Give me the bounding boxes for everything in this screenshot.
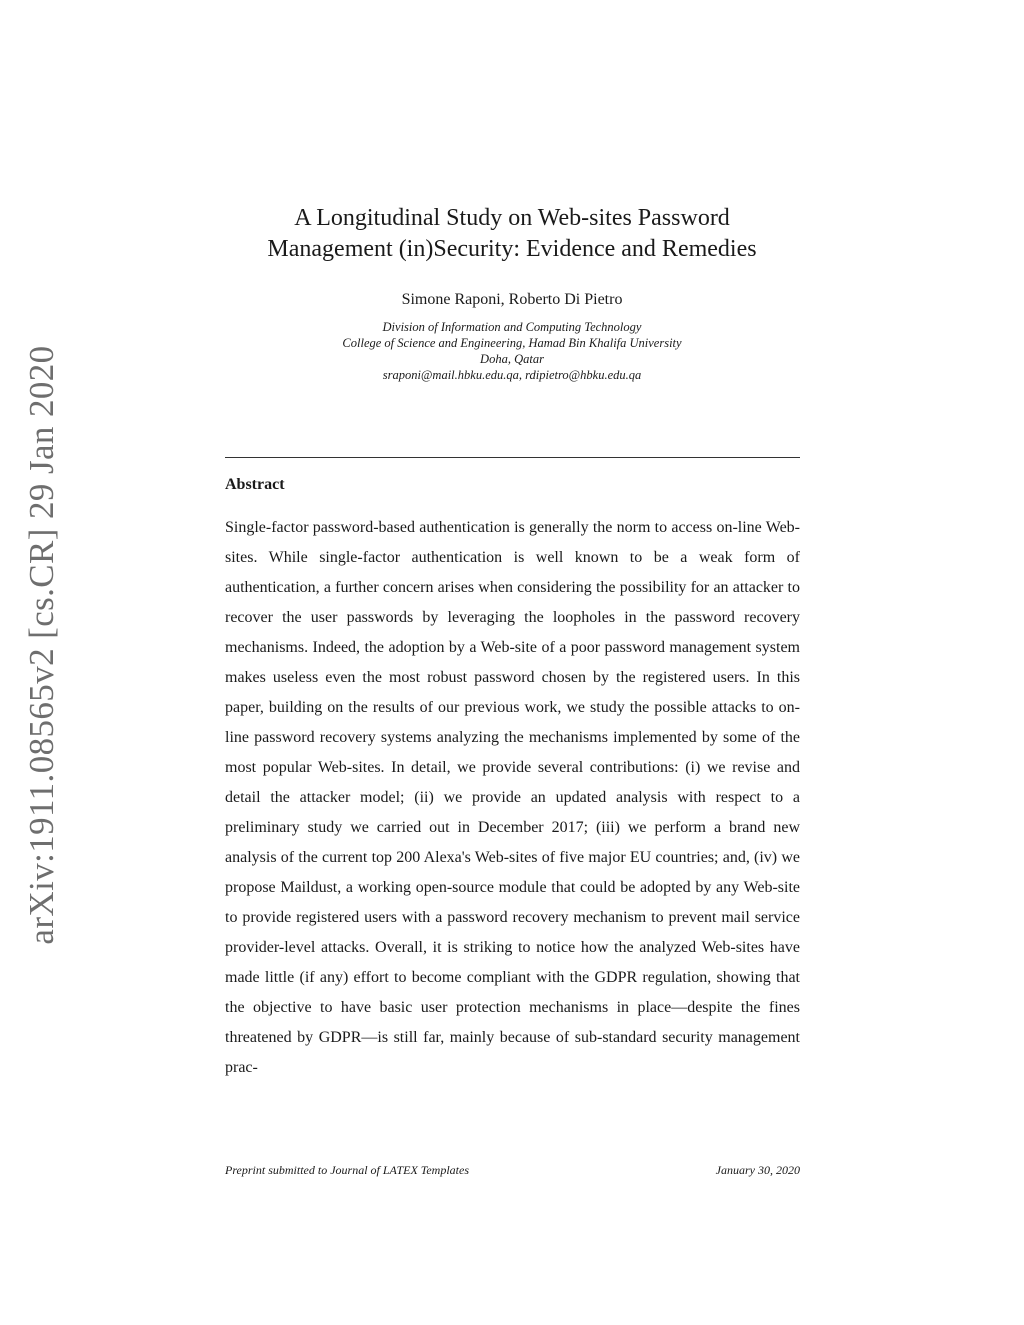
affiliation-location: Doha, Qatar <box>480 352 544 366</box>
title-line-1: A Longitudinal Study on Web-sites Password <box>294 205 730 231</box>
paper-title <box>212 203 812 265</box>
affiliation-college: College of Science and Engineering, Hamad Bin Khalifa University <box>342 336 682 350</box>
abstract-text: Single-factor password-based authentication is generally the norm to access on-line Web-sites. While single-factor authentication is well known to be a weak form of authentication, a further concern arises when considering the possibility for an attacker to recover the user passwords by leveraging the loopholes in the password recovery mechanisms. Indeed, the adoption by a Web-site of a poor password management system makes useless even the most robust password chosen by the registered users. In this paper, building on the results of our previous work, we study the possible attacks to on-line password recovery systems analyzing the mechanisms implemented by some of the most popular Web-sites. In detail, we provide several contributions: (i) we revise and detail the attacker model; (ii) we provide an updated analysis with respect to a preliminary study we carried out in December 2017; (iii) we perform a brand new analysis of the current top 200 Alexa's Web-sites of five major EU countries; and, (iv) we propose Maildust, a working open-source module that could be adopted by any Web-site to provide registered users with a password recovery mechanism to prevent mail service provider-level attacks. Overall, it is striking to notice how the analyzed Web-sites have made little (if any) effort to become compliant with the GDPR regulation, showing that the objective to have basic user protection mechanisms in place—despite the fines threatened by GDPR—is still far, mainly because of sub-standard security management prac- <box>225 519 800 1076</box>
footer-preprint-note: Preprint submitted to Journal of LATEX Templates <box>225 1163 470 1177</box>
affiliation-block <box>212 319 812 383</box>
affiliation-emails: sraponi@mail.hbku.edu.qa, rdipietro@hbku.edu.qa <box>382 368 642 382</box>
title-line-2: Management (in)Security: Evidence and Remedies <box>267 236 757 262</box>
author-list: Simone Raponi, Roberto Di Pietro <box>401 291 623 308</box>
abstract-divider <box>225 457 800 458</box>
footer-date: January 30, 2020 <box>715 1163 800 1177</box>
arxiv-identifier-text: arXiv:1911.08565v2 [cs.CR] 29 Jan 2020 <box>22 345 61 945</box>
affiliation-division: Division of Information and Computing Technology <box>382 320 642 334</box>
abstract-heading: Abstract <box>225 476 285 493</box>
